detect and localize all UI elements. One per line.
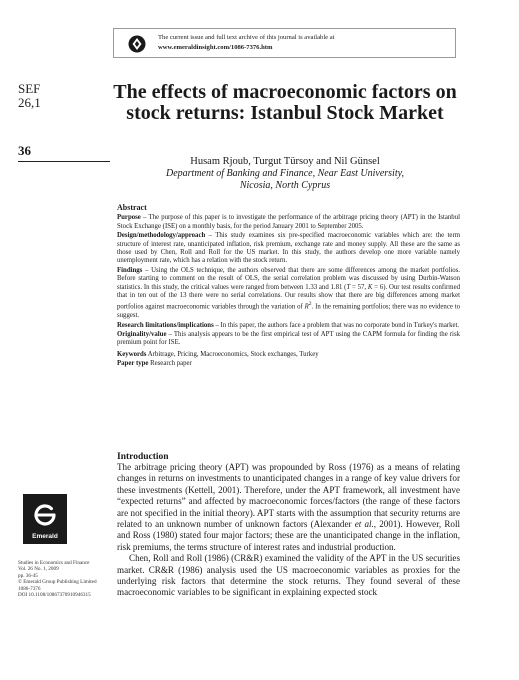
- abstract-heading: Abstract: [117, 203, 147, 212]
- affiliation-line: Nicosia, North Cyprus: [239, 180, 331, 191]
- journal-code: [18, 82, 110, 110]
- banner-line: The current issue and full text archive of this journal is available at: [158, 34, 335, 41]
- abstract-label: Design/methodology/approach: [117, 232, 206, 240]
- publication-info-line: © Emerald Group Publishing Limited: [18, 579, 97, 586]
- abstract-text: – This study examines six pre-specified macroeconomic variables which are: the term structure of interest rate, unanticipated inflation, risk premium, exchange rate and money supply. All these are the same as those used by Chen, Roll and Roll for the US market. In this study, the authors develop one more variable namely unemployment rate, which has a relation with the stock return.: [117, 232, 460, 265]
- abstract-text: – The purpose of this paper is to investigate the performance of the arbitrage pricing theory (APT) in the Istanbul Stock Exchange (ISE) on a monthly basis, for the period January 2001 to September 2005.: [117, 214, 460, 230]
- abstract-label: Research limitations/implications: [117, 321, 214, 329]
- publication-info-line: DOI 10.1108/10867370910946315: [18, 592, 91, 599]
- banner-text: [158, 33, 335, 53]
- abstract-superscript: 2: [308, 301, 312, 308]
- emerald-logo: [23, 494, 67, 544]
- paper-type-text: Research paper: [148, 360, 192, 368]
- abstract-label: Findings: [117, 266, 143, 274]
- introduction-body: [117, 462, 460, 599]
- publication-info-line: Vol. 26 No. 1, 2009: [18, 566, 59, 573]
- journal-abbrev: SEF: [18, 81, 41, 96]
- abstract-text: – This analysis appears to be the first empirical test of APT using the CAPM formula for finding the risk premium point for ISE.: [117, 330, 460, 347]
- access-banner: [113, 28, 456, 58]
- keywords: [117, 351, 460, 359]
- body-paragraph: [117, 462, 460, 553]
- paper-type: [117, 360, 460, 368]
- introduction-heading: Introduction: [117, 452, 169, 462]
- abstract-label: Purpose: [117, 214, 141, 222]
- keywords-label: Keywords: [117, 350, 147, 358]
- journal-issue: 26,1: [18, 95, 41, 110]
- abstract-symbol: K: [367, 283, 373, 291]
- abstract-purpose: [117, 214, 460, 231]
- affiliation-line: Department of Banking and Finance, Near East University,: [165, 168, 405, 179]
- abstract: [117, 204, 460, 370]
- abstract-symbol: R: [304, 303, 309, 311]
- abstract-symbol: T: [346, 283, 351, 291]
- author-list: Husam Rjoub, Turgut Türsoy and Nil Günsel: [190, 156, 380, 167]
- body-text: , 2001). However, Roll and Ross (1980) stated four major factors; these are the unanticipated change in the inflation, risk premiums, the terms structure of interest rates and industrial production.: [117, 519, 460, 552]
- publication-info: [18, 560, 118, 598]
- abstract-text: . In the remaining portfolios; there was no evidence to suggest.: [117, 303, 460, 320]
- paper-title: The effects of macroeconomic factors on stock returns: Istanbul Stock Market: [113, 81, 457, 124]
- abstract-text: = 57,: [350, 283, 368, 291]
- keywords-text: Arbitrage, Pricing, Macroeconomics, Stock exchanges, Turkey: [146, 350, 319, 358]
- body-paragraph: Chen, Roll and Roll (1986) (CR&R) examined the validity of the APT in the US securities market. CR&R (1986) analysis used the US macroeconomic variables as proxies for the underlying risk factors that determine the stock returns. They found several of these macroeconomic variables to be significant in explaining expected stock: [117, 553, 460, 598]
- abstract-design: [117, 232, 460, 266]
- emerald-insight-icon: [128, 35, 146, 53]
- abstract-label: Originality/value: [117, 330, 167, 338]
- body-text: The arbitrage pricing theory (APT) was propounded by Ross (1976) as a means of relating changes in returns on investments to unanticipated changes in a range of key value drivers for these investments (Kettell, 2001). Therefore, under the APT framework, all investment have “expected returns” and affected by macroeconomic forces/factors (the range of these factors are not specified in the initial theory). APT starts with the assumption that security returns are related to an unknown number of unknown factors (Alexander: [117, 462, 460, 530]
- page-number: 36: [18, 143, 31, 158]
- emerald-logo-icon: [29, 499, 61, 531]
- abstract-originality: [117, 331, 460, 348]
- abstract-findings: [117, 267, 460, 321]
- abstract-text: – In this paper, the authors face a problem that was no corporate bond in Turkey's market.: [213, 321, 460, 329]
- body-text-italic: et al.: [354, 519, 374, 530]
- abstract-text: – Using the OLS technique, the authors observed that there are some differences among the market portfolios. Before starting to comment on the result of OLS, the serial correlation problem was discussed by using Durbin-Watson statistics. In this study, the critical values were ranged from between 1.33 and 1.81 (: [117, 266, 460, 291]
- page-number-rule: [18, 161, 110, 162]
- affiliation: [110, 168, 460, 192]
- publication-info-line: pp. 36-45: [18, 572, 38, 579]
- abstract-text: = 6). Our test results confirmed that in ten out of the 13 there were no serial correlations. Our results show that there are big differences among market portfolios against macroeconomic variables through the variation of: [117, 283, 460, 311]
- emerald-logo-text: Emerald: [32, 533, 58, 540]
- banner-url-link[interactable]: www.emeraldinsight.com/1086-7376.htm: [158, 44, 273, 51]
- publication-info-line: Studies in Economics and Finance: [18, 560, 90, 566]
- abstract-research-limitations: [117, 322, 460, 330]
- publication-info-line: 1086-7376: [18, 585, 41, 592]
- paper-type-label: Paper type: [117, 360, 149, 368]
